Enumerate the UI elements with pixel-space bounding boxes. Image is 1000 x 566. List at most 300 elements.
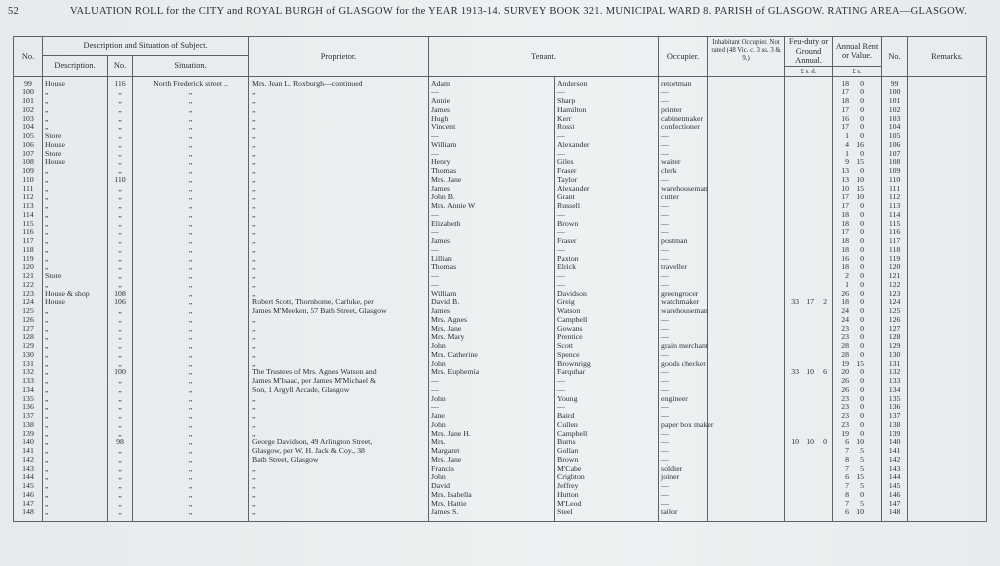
tenant-surname-cell: Farquhar: [555, 368, 659, 377]
annual-rent-cell: [833, 158, 882, 167]
entry-number: 109: [14, 167, 43, 176]
table-row: [14, 263, 987, 272]
entry-number: 142: [14, 456, 43, 465]
rent-shillings: 15: [856, 472, 865, 482]
rent-pounds: 20: [841, 367, 850, 377]
rent-shillings: 0: [860, 113, 865, 123]
situation-cell: „: [133, 211, 249, 220]
entry-number-right: 138: [882, 421, 908, 430]
inhabitant-occupier-cell: [708, 325, 785, 334]
occupation-cell: warehouseman: [659, 307, 708, 316]
entry-number: 106: [14, 141, 43, 150]
occupation-cell: postman: [659, 237, 708, 246]
inhabitant-occupier-cell: [708, 88, 785, 97]
entry-number: 103: [14, 115, 43, 124]
proprietor-cell: „: [249, 500, 429, 509]
occupation-cell: —: [659, 500, 708, 509]
street-number-cell: „: [108, 456, 133, 465]
rent-pounds: 16: [841, 253, 850, 263]
street-number-cell: „: [108, 386, 133, 395]
table-row: [14, 500, 987, 509]
feu-duty-cell: [785, 97, 833, 106]
occupation-cell: —: [659, 281, 708, 290]
rent-pounds: 2: [845, 271, 850, 280]
inhabitant-occupier-cell: [708, 403, 785, 412]
rent-shillings: 0: [860, 104, 865, 114]
rent-shillings: 0: [860, 393, 865, 403]
occupation-cell: cutter: [659, 193, 708, 202]
tenant-first-name-cell: James: [429, 185, 555, 194]
feu-pence: 0: [823, 437, 828, 447]
entry-number-right: 125: [882, 307, 908, 316]
remarks-cell: [908, 281, 987, 290]
rent-shillings: 15: [856, 358, 865, 368]
tenant-surname-cell: Crighton: [555, 473, 659, 482]
entry-number: 133: [14, 377, 43, 386]
inhabitant-occupier-cell: [708, 228, 785, 237]
remarks-cell: [908, 351, 987, 360]
annual-rent-cell: [833, 281, 882, 290]
annual-rent-cell: [833, 377, 882, 386]
rent-pounds: 7: [845, 481, 850, 490]
proprietor-cell: „: [249, 193, 429, 202]
rent-pounds: 26: [841, 384, 850, 394]
street-number-cell: „: [108, 228, 133, 237]
tenant-first-name-cell: Mrs.: [429, 438, 555, 447]
feu-duty-cell: [785, 333, 833, 342]
tenant-surname-cell: Steel: [555, 508, 659, 521]
entry-number: 132: [14, 368, 43, 377]
rent-shillings: 0: [860, 349, 865, 359]
entry-number: 119: [14, 255, 43, 264]
remarks-cell: [908, 430, 987, 439]
feu-duty-cell: [785, 465, 833, 474]
feu-pence: 2: [823, 297, 828, 307]
tenant-surname-cell: Hutton: [555, 491, 659, 500]
col-header-remarks: Remarks.: [908, 37, 987, 77]
inhabitant-occupier-cell: [708, 150, 785, 159]
tenant-first-name-cell: Mrs. Mary: [429, 333, 555, 342]
occupation-cell: —: [659, 386, 708, 395]
feu-duty-cell: [785, 211, 833, 220]
street-number-cell: „: [108, 141, 133, 150]
annual-rent-cell: [833, 228, 882, 237]
table-row: [14, 456, 987, 465]
remarks-cell: [908, 141, 987, 150]
rent-shillings: 5: [860, 481, 865, 490]
table-row: [14, 447, 987, 456]
rent-pounds: 17: [841, 227, 850, 237]
remarks-cell: [908, 403, 987, 412]
page-title: VALUATION ROLL for the CITY and ROYAL BURGH of GLASGOW for the YEAR 1913-14. SURVEY BOOK 321. MUNICIPAL WARD 8. PARISH of GLASGOW. RATING AREA—GLASGOW.: [70, 6, 968, 17]
entry-number: 118: [14, 246, 43, 255]
remarks-cell: [908, 185, 987, 194]
occupation-cell: —: [659, 447, 708, 456]
remarks-cell: [908, 132, 987, 141]
rent-shillings: 0: [860, 166, 865, 175]
inhabitant-occupier-cell: [708, 298, 785, 307]
rent-pounds: 1: [845, 279, 850, 289]
inhabitant-occupier-cell: [708, 237, 785, 246]
tenant-first-name-cell: John: [429, 421, 555, 430]
annual-rent-cell: [833, 298, 882, 307]
description-cell: Store: [43, 272, 108, 281]
entry-number: 115: [14, 220, 43, 229]
entry-number: 117: [14, 237, 43, 246]
situation-cell: „: [133, 263, 249, 272]
tenant-first-name-cell: —: [429, 403, 555, 412]
col-header-feu-duty: Feu-duty or Ground Annual.: [785, 37, 833, 67]
page-number: 52: [8, 6, 20, 17]
remarks-cell: [908, 150, 987, 159]
rent-shillings: 0: [860, 122, 865, 132]
occupation-cell: —: [659, 438, 708, 447]
valuation-table: [13, 36, 987, 522]
feu-duty-cell: [785, 325, 833, 334]
inhabitant-occupier-cell: [708, 220, 785, 229]
remarks-cell: [908, 123, 987, 132]
description-cell: „: [43, 351, 108, 360]
inhabitant-occupier-cell: [708, 386, 785, 395]
rent-shillings: 0: [860, 148, 865, 158]
table-row: [14, 132, 987, 141]
occupation-cell: —: [659, 430, 708, 439]
remarks-cell: [908, 106, 987, 115]
occupation-cell: —: [659, 351, 708, 360]
entry-number: 143: [14, 465, 43, 474]
tenant-surname-cell: Alexander: [555, 185, 659, 194]
entry-number: 139: [14, 430, 43, 439]
rent-shillings: 0: [860, 376, 865, 385]
remarks-cell: [908, 333, 987, 342]
description-cell: „: [43, 500, 108, 509]
proprietor-cell: „: [249, 508, 429, 521]
remarks-cell: [908, 97, 987, 106]
description-cell: „: [43, 123, 108, 132]
situation-cell: „: [133, 325, 249, 334]
rent-pounds: 23: [841, 402, 850, 412]
inhabitant-occupier-cell: [708, 158, 785, 167]
remarks-cell: [908, 316, 987, 325]
rent-pounds: 26: [841, 288, 850, 298]
rent-shillings: 0: [860, 262, 865, 272]
inhabitant-occupier-cell: [708, 141, 785, 150]
tenant-first-name-cell: —: [429, 211, 555, 220]
tenant-first-name-cell: John: [429, 360, 555, 369]
tenant-surname-cell: Prentice: [555, 333, 659, 342]
remarks-cell: [908, 237, 987, 246]
street-number-cell: „: [108, 395, 133, 404]
street-number-cell: „: [108, 220, 133, 229]
tenant-surname-cell: Brown: [555, 456, 659, 465]
rent-shillings: 0: [860, 384, 865, 394]
entry-number-right: 134: [882, 386, 908, 395]
col-header-situation: Situation.: [133, 56, 249, 77]
occupation-cell: clerk: [659, 167, 708, 176]
street-number-cell: „: [108, 193, 133, 202]
tenant-surname-cell: Greig: [555, 298, 659, 307]
description-cell: „: [43, 106, 108, 115]
table-row: [14, 123, 987, 132]
description-cell: „: [43, 508, 108, 521]
remarks-cell: [908, 176, 987, 185]
annual-rent-cell: [833, 395, 882, 404]
occupation-cell: —: [659, 368, 708, 377]
entry-number: 99: [14, 76, 43, 88]
entry-number-right: 143: [882, 465, 908, 474]
entry-number: 145: [14, 482, 43, 491]
remarks-cell: [908, 491, 987, 500]
inhabitant-occupier-cell: [708, 281, 785, 290]
rent-pounds: 18: [841, 78, 850, 88]
street-number-cell: „: [108, 421, 133, 430]
inhabitant-occupier-cell: [708, 421, 785, 430]
occupation-cell: traveller: [659, 263, 708, 272]
rent-pounds: 18: [841, 236, 850, 245]
table-row: [14, 465, 987, 474]
rent-shillings: 10: [856, 192, 865, 202]
occupation-cell: —: [659, 246, 708, 255]
feu-duty-cell: [785, 351, 833, 360]
feu-duty-cell: [785, 228, 833, 237]
description-cell: „: [43, 228, 108, 237]
entry-number: 126: [14, 316, 43, 325]
situation-cell: „: [133, 456, 249, 465]
situation-cell: „: [133, 176, 249, 185]
annual-rent-cell: [833, 403, 882, 412]
remarks-cell: [908, 307, 987, 316]
rent-shillings: 5: [860, 463, 865, 473]
rent-shillings: 10: [856, 174, 865, 184]
inhabitant-occupier-cell: [708, 377, 785, 386]
street-number-cell: „: [108, 465, 133, 474]
feu-pounds: 33: [791, 297, 800, 307]
entry-number: 102: [14, 106, 43, 115]
annual-rent-cell: [833, 123, 882, 132]
remarks-cell: [908, 202, 987, 211]
description-cell: House: [43, 141, 108, 150]
description-cell: House & shop: [43, 290, 108, 299]
description-cell: „: [43, 193, 108, 202]
remarks-cell: [908, 473, 987, 482]
tenant-first-name-cell: John: [429, 342, 555, 351]
feu-duty-cell: [785, 263, 833, 272]
rent-pounds: 8: [845, 489, 850, 499]
situation-cell: „: [133, 316, 249, 325]
street-number-cell: „: [108, 263, 133, 272]
entry-number-right: 129: [882, 342, 908, 351]
tenant-surname-cell: Brown: [555, 220, 659, 229]
rent-shillings: 0: [860, 489, 865, 499]
annual-rent-cell: [833, 246, 882, 255]
feu-shillings: 17: [806, 297, 815, 307]
rent-pounds: 17: [841, 87, 850, 97]
entry-number-right: 104: [882, 123, 908, 132]
street-number-cell: „: [108, 158, 133, 167]
feu-duty-cell: [785, 158, 833, 167]
situation-cell: „: [133, 447, 249, 456]
tenant-surname-cell: Watson: [555, 307, 659, 316]
feu-duty-cell: [785, 508, 833, 521]
entry-number-right: 144: [882, 473, 908, 482]
proprietor-cell: „: [249, 360, 429, 369]
occupation-cell: warehouseman: [659, 185, 708, 194]
rent-pounds: 13: [841, 174, 850, 184]
description-cell: „: [43, 360, 108, 369]
annual-rent-cell: [833, 290, 882, 299]
col-header-description-group: Description and Situation of Subject.: [43, 37, 249, 56]
page-header: [8, 6, 993, 22]
tenant-surname-cell: M'Leod: [555, 500, 659, 509]
rent-pounds: 23: [841, 332, 850, 342]
feu-duty-cell: [785, 76, 833, 88]
description-cell: „: [43, 316, 108, 325]
rent-pounds: 23: [841, 393, 850, 403]
rent-pounds: 13: [841, 166, 850, 175]
entry-number: 107: [14, 150, 43, 159]
table-row: [14, 508, 987, 521]
entry-number-right: 145: [882, 482, 908, 491]
occupation-cell: confectioner: [659, 123, 708, 132]
feu-duty-cell: [785, 438, 833, 447]
rent-pounds: 18: [841, 244, 850, 254]
description-cell: „: [43, 263, 108, 272]
description-cell: „: [43, 246, 108, 255]
entry-number-right: 117: [882, 237, 908, 246]
entry-number-right: 108: [882, 158, 908, 167]
annual-rent-cell: [833, 88, 882, 97]
proprietor-cell: James M'Isaac, per James M'Michael &: [249, 377, 429, 386]
rent-pounds: 16: [841, 113, 850, 123]
rent-shillings: 0: [860, 253, 865, 263]
situation-cell: „: [133, 167, 249, 176]
situation-cell: „: [133, 228, 249, 237]
description-cell: „: [43, 473, 108, 482]
feu-duty-cell: [785, 255, 833, 264]
proprietor-cell: „: [249, 88, 429, 97]
proprietor-cell: „: [249, 228, 429, 237]
entry-number-right: 137: [882, 412, 908, 421]
remarks-cell: [908, 88, 987, 97]
street-number-cell: „: [108, 97, 133, 106]
proprietor-cell: „: [249, 403, 429, 412]
entry-number-right: 103: [882, 115, 908, 124]
feu-duty-cell: [785, 412, 833, 421]
description-cell: „: [43, 386, 108, 395]
description-cell: „: [43, 482, 108, 491]
description-cell: „: [43, 395, 108, 404]
tenant-first-name-cell: Francis: [429, 465, 555, 474]
description-cell: „: [43, 167, 108, 176]
situation-cell: „: [133, 290, 249, 299]
street-number-cell: „: [108, 211, 133, 220]
tenant-first-name-cell: Lillian: [429, 255, 555, 264]
feu-duty-cell: [785, 115, 833, 124]
street-number-cell: 100: [108, 368, 133, 377]
situation-cell: „: [133, 395, 249, 404]
col-header-proprietor: Proprietor.: [249, 37, 429, 77]
inhabitant-occupier-cell: [708, 351, 785, 360]
entry-number: 123: [14, 290, 43, 299]
description-cell: „: [43, 333, 108, 342]
description-cell: „: [43, 176, 108, 185]
street-number-cell: „: [108, 333, 133, 342]
tenant-surname-cell: —: [555, 88, 659, 97]
rent-pounds: 24: [841, 314, 850, 324]
tenant-first-name-cell: Hugh: [429, 115, 555, 124]
rent-shillings: 0: [860, 87, 865, 97]
tenant-surname-cell: Rossi: [555, 123, 659, 132]
tenant-first-name-cell: —: [429, 228, 555, 237]
street-number-cell: 106: [108, 298, 133, 307]
proprietor-cell: „: [249, 412, 429, 421]
inhabitant-occupier-cell: [708, 97, 785, 106]
proprietor-cell: „: [249, 430, 429, 439]
remarks-cell: [908, 342, 987, 351]
proprietor-cell: „: [249, 185, 429, 194]
proprietor-cell: „: [249, 106, 429, 115]
description-cell: „: [43, 307, 108, 316]
proprietor-cell: The Trustees of Mrs. Agnes Watson and: [249, 368, 429, 377]
proprietor-cell: „: [249, 421, 429, 430]
tenant-first-name-cell: John: [429, 473, 555, 482]
inhabitant-occupier-cell: [708, 115, 785, 124]
proprietor-cell: „: [249, 211, 429, 220]
feu-duty-cell: [785, 132, 833, 141]
entry-number-right: 106: [882, 141, 908, 150]
entry-number-right: 146: [882, 491, 908, 500]
description-cell: „: [43, 281, 108, 290]
entry-number: 131: [14, 360, 43, 369]
rent-shillings: 0: [860, 279, 865, 289]
proprietor-cell: Robert Scott, Thornhome, Carluke, per: [249, 298, 429, 307]
inhabitant-occupier-cell: [708, 185, 785, 194]
proprietor-cell: „: [249, 141, 429, 150]
annual-rent-cell: [833, 106, 882, 115]
entry-number-right: 127: [882, 325, 908, 334]
rent-shillings: 0: [860, 411, 865, 420]
col-header-feu-units: £ s. d.: [785, 66, 833, 76]
tenant-surname-cell: Sharp: [555, 97, 659, 106]
tenant-first-name-cell: Adam: [429, 76, 555, 88]
occupation-cell: —: [659, 132, 708, 141]
table-row: [14, 272, 987, 281]
annual-rent-cell: [833, 263, 882, 272]
entry-number-right: 120: [882, 263, 908, 272]
situation-cell: „: [133, 360, 249, 369]
tenant-surname-cell: Gowans: [555, 325, 659, 334]
proprietor-cell: „: [249, 473, 429, 482]
entry-number-right: 142: [882, 456, 908, 465]
entry-number-right: 110: [882, 176, 908, 185]
description-cell: „: [43, 220, 108, 229]
remarks-cell: [908, 482, 987, 491]
entry-number: 136: [14, 403, 43, 412]
occupation-cell: retortman: [659, 76, 708, 88]
rent-pounds: 6: [845, 437, 850, 447]
situation-cell: „: [133, 307, 249, 316]
rent-pounds: 28: [841, 349, 850, 359]
entry-number: 122: [14, 281, 43, 290]
rent-shillings: 5: [860, 498, 865, 508]
entry-number: 120: [14, 263, 43, 272]
description-cell: „: [43, 342, 108, 351]
occupation-cell: —: [659, 482, 708, 491]
remarks-cell: [908, 158, 987, 167]
street-number-cell: „: [108, 447, 133, 456]
rent-shillings: 0: [860, 209, 865, 219]
occupation-cell: —: [659, 377, 708, 386]
